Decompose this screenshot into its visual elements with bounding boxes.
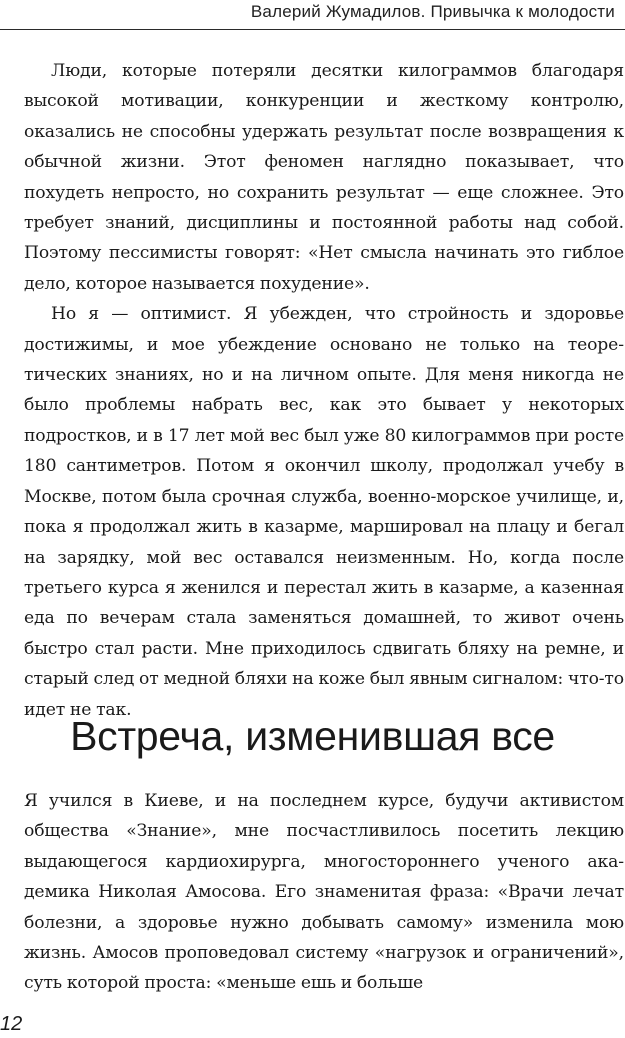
section-body-text [24,786,624,999]
running-header [0,0,625,30]
body-text-block [24,56,624,725]
paragraph: Люди, которые потеряли десятки килограммов благодаря высокой мотивации, конкуренции и жесткому контролю, оказались не способны удержать результат после возвращения к обычной жизни. Этот феномен наглядно показывает, что похудеть непросто, но сохранить результат — еще сложнее. Это требует знаний, дисциплины и постоянной работы над собой. Поэтому пессимисты говорят: «Нет смысла начинать это гиблое дело, которое называется похудение». [24,61,624,294]
paragraph: Но я — оптимист. Я убежден, что стройность и здоровье достижимы, и мое убеждение основано не только на теоретических знаниях, но и на личном опыте. Для меня никогда не было проблемы набрать вес, как это бывает у некоторых подростков, и в 17 лет мой вес был уже 80 килограммов при росте 180 сантиметров. Потом я окончил школу, продолжал учебу в Москве, потом была срочная служба, военно-морское училище, и, пока я продолжал жить в казарме, маршировал на плацу и бегал на зарядку, мой вес оставался неизменным. Но, когда после третьего курса я женился и перестал жить в казарме, а казенная еда по вечерам стала заменяться домашней, то живот очень быстро стал расти. Мне приходилось сдвигать бляху на ремне, и старый след от медной бляхи на коже был явным сигналом: что-то идет не так. [24,304,624,720]
section-heading: Встреча, изменившая все [70,713,555,759]
page-number: 12 [0,1013,23,1035]
paragraph: Я учился в Киеве, и на последнем курсе, будучи активистом общества «Знание», мне посчастливилось посетить лекцию выдающегося кардиохирурга, многостороннего ученого академика Николая Амосова. Его знаменитая фраза: «Врачи лечат болезни, а здоровье нужно добывать самому» изменила мою жизнь. Амосов проповедовал систему «нагрузок и ограничений», суть которой проста: «меньше ешь и больше [24,791,624,994]
running-title: Валерий Жумадилов. Привычка к молодости [250,2,615,21]
